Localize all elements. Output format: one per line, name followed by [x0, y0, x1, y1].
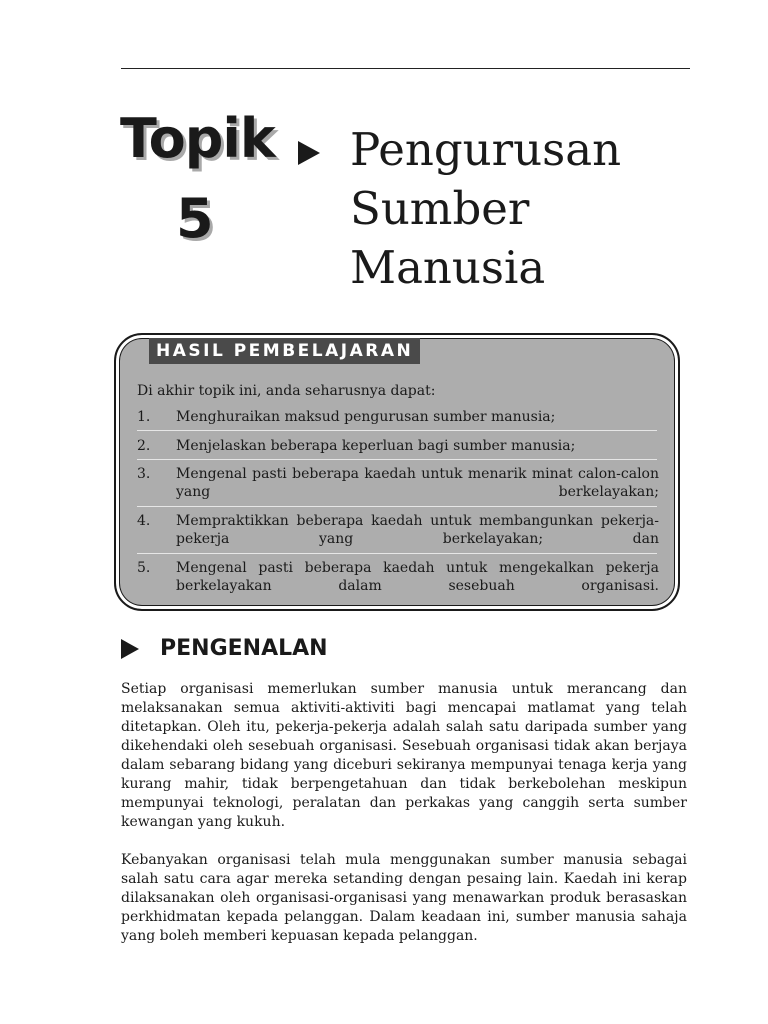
item-divider [137, 430, 657, 431]
learning-outcomes-intro: Di akhir topik ini, anda seharusnya dapat: [137, 383, 436, 399]
section-heading: PENGENALAN [160, 636, 328, 661]
learning-outcomes-heading: HASIL PEMBELAJARAN [149, 338, 420, 364]
learning-outcome-text: Menghuraikan maksud pengurusan sumber manusia; [176, 409, 556, 425]
section-arrow-icon [121, 639, 139, 659]
chapter-title-line-3: Manusia [350, 241, 546, 294]
top-rule [121, 68, 690, 69]
chapter-title-line-1: Pengurusan [350, 123, 622, 176]
learning-outcome-number: 4. [137, 513, 151, 529]
item-divider [137, 553, 657, 554]
item-divider [137, 459, 657, 460]
learning-outcome-number: 1. [137, 409, 151, 425]
learning-outcome-item [137, 465, 659, 519]
chapter-title [350, 120, 680, 297]
learning-outcome-number: 5. [137, 560, 151, 576]
title-arrow-icon [298, 141, 320, 165]
topic-number: 5 [176, 187, 214, 250]
learning-outcome-item [137, 512, 659, 566]
learning-outcome-number: 2. [137, 438, 151, 454]
chapter-title-line-2: Sumber [350, 182, 530, 235]
learning-outcome-item [137, 559, 659, 613]
learning-outcome-text: Mengenal pasti beberapa kaedah untuk menarik minat calon-calon yang berkelayakan; [176, 466, 659, 500]
learning-outcome-number: 3. [137, 466, 151, 482]
learning-outcome-text: Mengenal pasti beberapa kaedah untuk mengekalkan pekerja berkelayakan dalam sesebuah organisasi. [176, 560, 659, 594]
topic-label: Topik [120, 107, 275, 170]
body-paragraph: Kebanyakan organisasi telah mula menggunakan sumber manusia sebagai salah satu cara agar mereka setanding dengan pesaing lain. Kaedah ini kerap dilaksanakan oleh organisasi-organisasi yang menawarkan produk berasaskan perkhidmatan kepada pelanggan. Dalam keadaan ini, sumber manusia sahaja yang boleh memberi kepuasan kepada pelanggan. [121, 852, 687, 944]
learning-outcome-text: Menjelaskan beberapa keperluan bagi sumber manusia; [176, 438, 576, 454]
learning-outcome-text: Mempraktikkan beberapa kaedah untuk membangunkan pekerja-pekerja yang berkelayakan; dan [176, 513, 659, 547]
item-divider [137, 506, 657, 507]
body-paragraph: Setiap organisasi memerlukan sumber manusia untuk merancang dan melaksanakan semua aktiviti-aktiviti bagi mencapai matlamat yang telah ditetapkan. Oleh itu, pekerja-pekerja adalah salah satu daripada sumber yang dikehendaki oleh sesebuah organisasi. Sesebuah organisasi tidak akan berjaya dalam sebarang bidang yang diceburi sekiranya mempunyai tenaga kerja yang kurang mahir, tidak berpengetahuan dan tidak berkebolehan meskipun mempunyai teknologi, peralatan dan perkakas yang canggih serta sumber kewangan yang kukuh. [121, 681, 687, 830]
